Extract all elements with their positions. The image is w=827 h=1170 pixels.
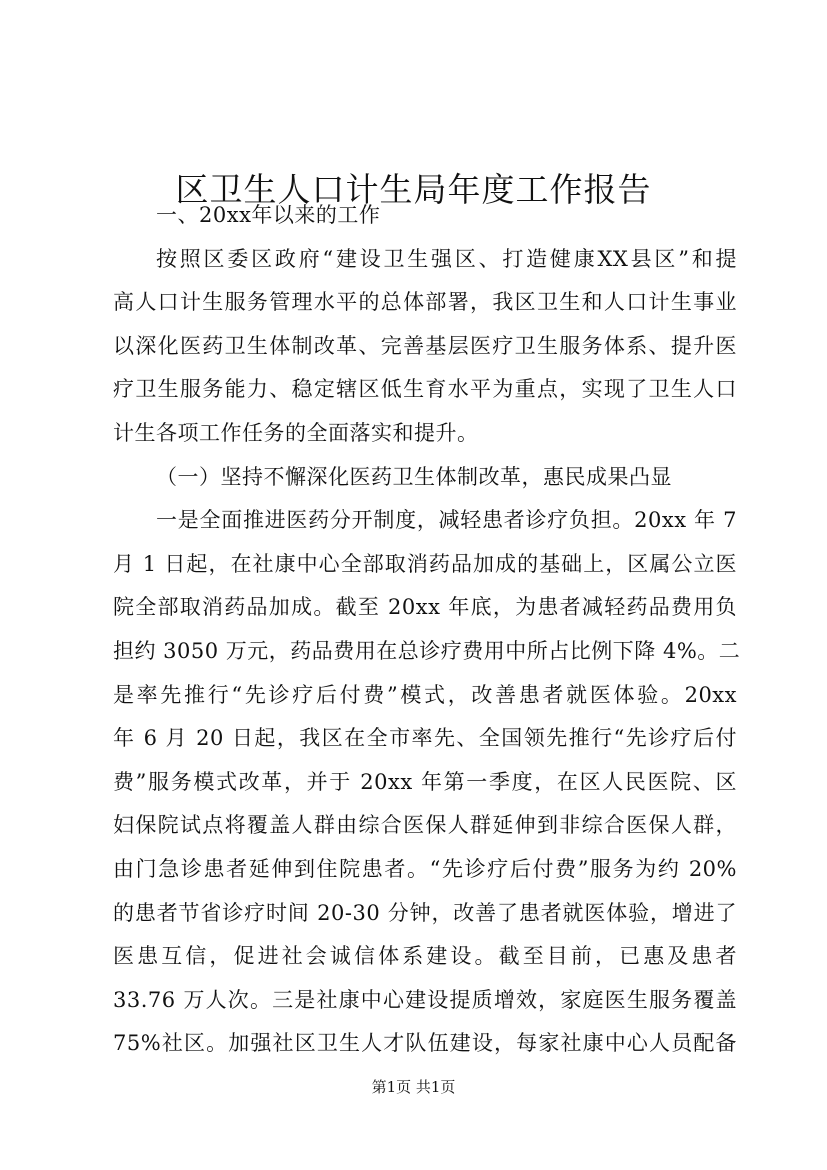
paragraph-line: 33.76 万人次。三是社康中心建设提质增效，家庭医生服务覆盖 bbox=[113, 987, 737, 1012]
document-title: 区卫生人口计生局年度工作报告 bbox=[175, 170, 652, 210]
paragraph-line: 由门急诊患者延伸到住院患者。“先诊疗后付费”服务为约 20% bbox=[113, 856, 737, 881]
paragraph-line: 年 6 月 20 日起，我区在全市率先、全国领先推行“先诊疗后付 bbox=[113, 726, 737, 751]
paragraph-line: 医患互信，促进社会诚信体系建设。截至目前，已惠及患者 bbox=[113, 944, 737, 969]
subsection-heading: （一）坚持不懈深化医药卫生体制改革，惠民成果凸显 bbox=[156, 464, 672, 489]
paragraph-line: 75%社区。加强社区卫生人才队伍建设，每家社康中心人员配备 bbox=[113, 1031, 737, 1056]
paragraph-line: 高人口计生服务管理水平的总体部署，我区卫生和人口计生事业 bbox=[113, 290, 737, 315]
document-body bbox=[113, 194, 741, 1066]
paragraph-line: 月 1 日起，在社康中心全部取消药品加成的基础上，区属公立医 bbox=[113, 551, 737, 576]
paragraph-line: 一是全面推进医药分开制度，减轻患者诊疗负担。20xx 年 7 bbox=[156, 508, 737, 533]
paragraph-line: 担约 3050 万元，药品费用在总诊疗费用中所占比例下降 4%。二 bbox=[113, 638, 741, 663]
paragraph-line: 是率先推行“先诊疗后付费”模式，改善患者就医体验。20xx bbox=[113, 682, 737, 707]
paragraph-line: 妇保院试点将覆盖人群由综合医保人群延伸到非综合医保人群， bbox=[113, 813, 737, 838]
section-heading: 一、20xx年以来的工作 bbox=[156, 203, 381, 227]
paragraph-line: 以深化医药卫生体制改革、完善基层医疗卫生服务体系、提升医 bbox=[113, 333, 737, 358]
paragraph-line: 计生各项工作任务的全面落实和提升。 bbox=[113, 420, 479, 445]
page-footer: 第1页 共1页 bbox=[371, 1078, 456, 1096]
paragraph-line: 按照区委区政府“建设卫生强区、打造健康XX县区”和提 bbox=[156, 246, 737, 271]
paragraph-line: 费”服务模式改革，并于 20xx 年第一季度，在区人民医院、区 bbox=[113, 769, 737, 794]
paragraph-line: 院全部取消药品加成。截至 20xx 年底，为患者减轻药品费用负 bbox=[113, 595, 737, 620]
paragraph-line: 疗卫生服务能力、稳定辖区低生育水平为重点，实现了卫生人口 bbox=[113, 377, 737, 402]
paragraph-line: 的患者节省诊疗时间 20-30 分钟，改善了患者就医体验，增进了 bbox=[113, 900, 737, 925]
